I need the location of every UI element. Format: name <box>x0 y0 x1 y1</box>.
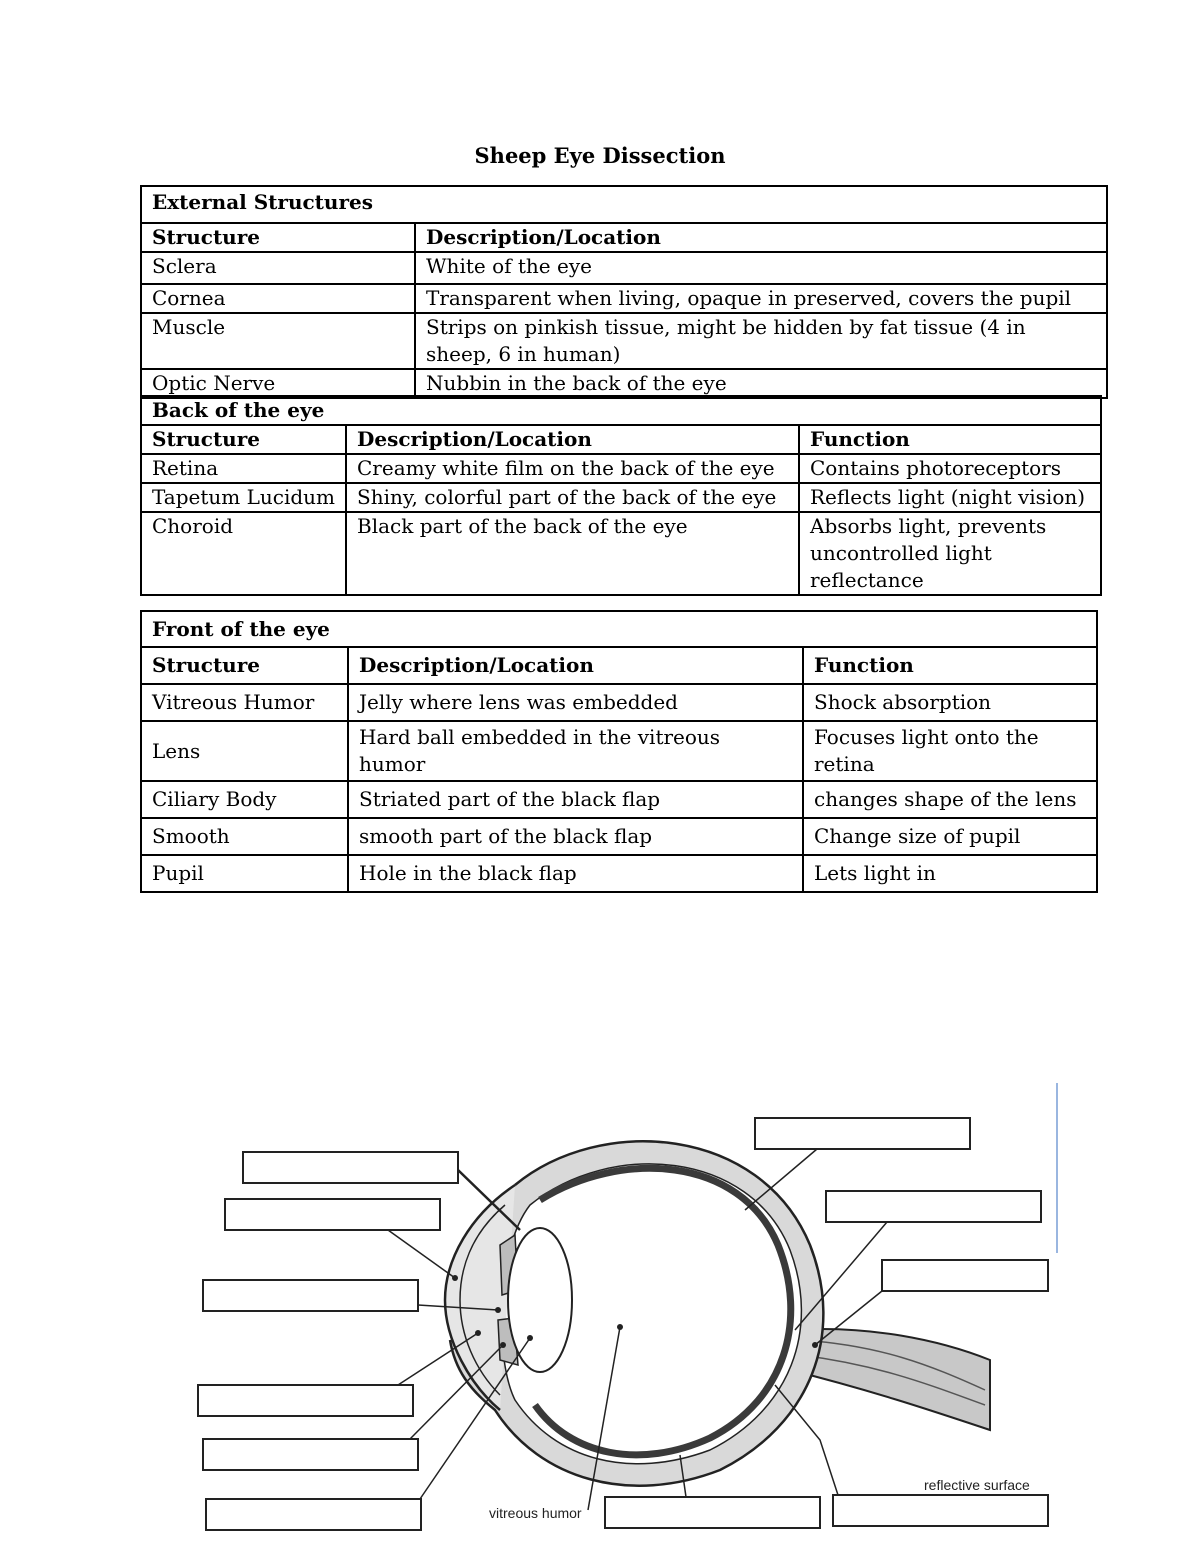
structure-cell: Lens <box>141 721 348 781</box>
label-box[interactable] <box>243 1152 458 1183</box>
table-row <box>141 313 1107 369</box>
function-cell: Shock absorption <box>803 684 1097 721</box>
description-cell: Shiny, colorful part of the back of the eye <box>346 483 799 512</box>
column-header: Structure <box>141 647 348 684</box>
label-box[interactable] <box>833 1495 1048 1526</box>
description-cell: Hard ball embedded in the vitreous humor <box>348 721 803 781</box>
label-box[interactable] <box>206 1499 421 1530</box>
function-cell: Focuses light onto the retina <box>803 721 1097 781</box>
function-cell: Change size of pupil <box>803 818 1097 855</box>
function-cell: Lets light in <box>803 855 1097 892</box>
column-header: Description/Location <box>348 647 803 684</box>
description-cell: Strips on pinkish tissue, might be hidden by fat tissue (4 in sheep, 6 in human) <box>415 313 1107 369</box>
table-row <box>141 512 1101 595</box>
structure-cell: Smooth <box>141 818 348 855</box>
structure-cell: Pupil <box>141 855 348 892</box>
description-cell: Jelly where lens was embedded <box>348 684 803 721</box>
page-title: Sheep Eye Dissection <box>474 143 726 168</box>
label-box[interactable] <box>198 1385 413 1416</box>
table-row <box>141 781 1097 818</box>
description-cell: White of the eye <box>415 252 1107 284</box>
table-row <box>141 369 1107 398</box>
description-cell: Black part of the back of the eye <box>346 512 799 595</box>
label-box[interactable] <box>605 1497 820 1528</box>
description-cell: Transparent when living, opaque in preserved, covers the pupil <box>415 284 1107 313</box>
back-of-eye-table <box>140 395 1102 596</box>
column-header: Structure <box>141 425 346 454</box>
eye-diagram <box>0 1060 1200 1553</box>
structure-cell: Choroid <box>141 512 346 595</box>
description-cell: Hole in the black flap <box>348 855 803 892</box>
lens-shape <box>508 1228 572 1372</box>
table-row <box>141 818 1097 855</box>
table-row <box>141 721 1097 781</box>
function-cell: changes shape of the lens <box>803 781 1097 818</box>
structure-cell: Sclera <box>141 252 415 284</box>
table-row <box>141 483 1101 512</box>
label-box[interactable] <box>882 1260 1048 1291</box>
column-header: Function <box>803 647 1097 684</box>
label-box[interactable] <box>225 1199 440 1230</box>
external-structures-table <box>140 185 1108 399</box>
structure-cell: Cornea <box>141 284 415 313</box>
front-of-eye-table <box>140 610 1098 893</box>
column-header: Description/Location <box>415 223 1107 252</box>
function-cell: Absorbs light, prevents uncontrolled light reflectance <box>799 512 1101 595</box>
label-box[interactable] <box>203 1280 418 1311</box>
description-cell: Creamy white film on the back of the eye <box>346 454 799 483</box>
reflective-surface-label: reflective surface <box>924 1477 1030 1493</box>
structure-cell: Tapetum Lucidum <box>141 483 346 512</box>
table-section-row <box>141 611 1097 647</box>
structure-cell: Muscle <box>141 313 415 369</box>
table-row <box>141 855 1097 892</box>
structure-cell: Retina <box>141 454 346 483</box>
column-header: Description/Location <box>346 425 799 454</box>
section-title: External Structures <box>141 186 1107 223</box>
vitreous-humor-label: vitreous humor <box>489 1505 582 1521</box>
description-cell: Striated part of the black flap <box>348 781 803 818</box>
section-title: Back of the eye <box>141 396 1101 425</box>
label-box[interactable] <box>203 1439 418 1470</box>
structure-cell: Optic Nerve <box>141 369 415 398</box>
label-box[interactable] <box>755 1118 970 1149</box>
structure-cell: Vitreous Humor <box>141 684 348 721</box>
function-cell: Contains photoreceptors <box>799 454 1101 483</box>
description-cell: smooth part of the black flap <box>348 818 803 855</box>
table-row <box>141 252 1107 284</box>
table-row <box>141 284 1107 313</box>
label-box[interactable] <box>826 1191 1041 1222</box>
column-header: Structure <box>141 223 415 252</box>
description-cell: Nubbin in the back of the eye <box>415 369 1107 398</box>
table-row <box>141 684 1097 721</box>
column-header: Function <box>799 425 1101 454</box>
table-section-row <box>141 396 1101 425</box>
table-header-row <box>141 223 1107 252</box>
table-header-row <box>141 425 1101 454</box>
section-title: Front of the eye <box>141 611 1097 647</box>
table-section-row <box>141 186 1107 223</box>
function-cell: Reflects light (night vision) <box>799 483 1101 512</box>
table-header-row <box>141 647 1097 684</box>
structure-cell: Ciliary Body <box>141 781 348 818</box>
table-row <box>141 454 1101 483</box>
